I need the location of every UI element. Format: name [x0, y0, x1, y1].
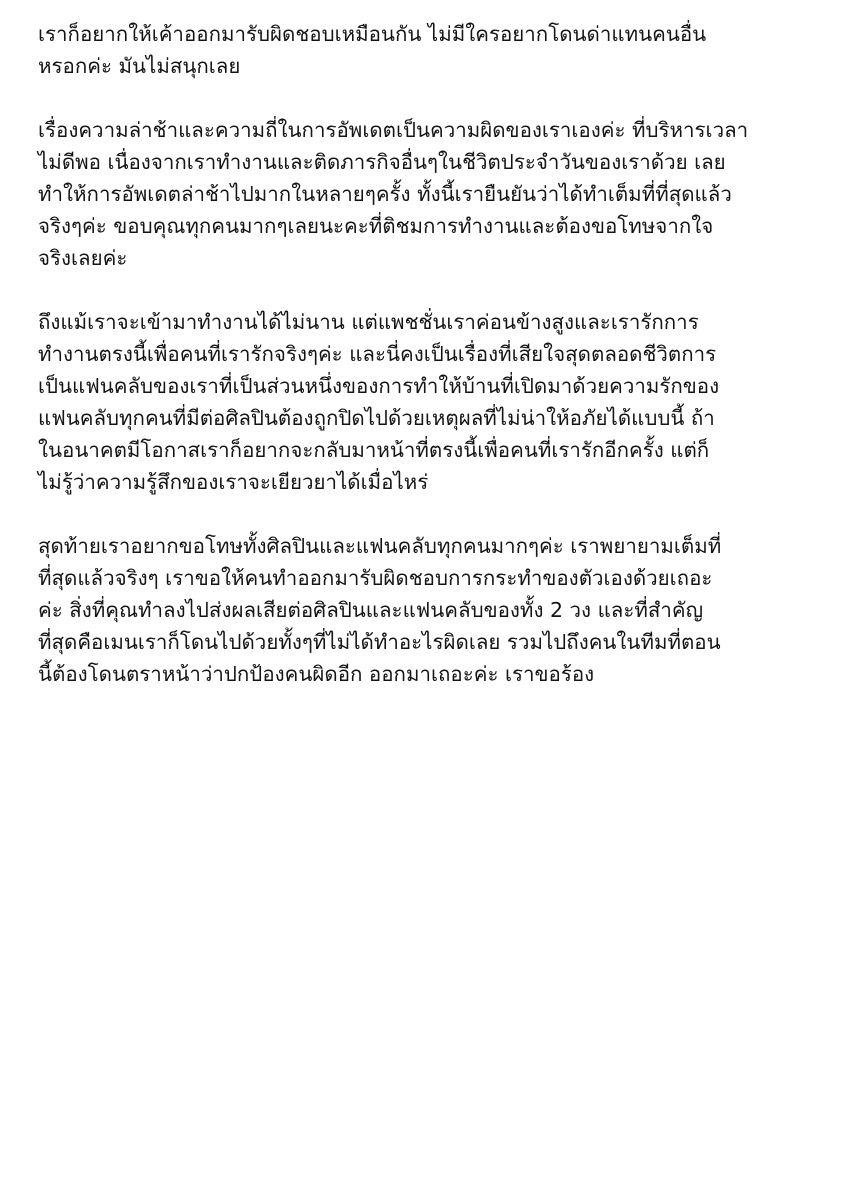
- text-line: เป็นแฟนคลับของเราที่เป็นส่วนหนึ่งของการทำให้บ้านที่เปิดมาด้วยความรักของ: [38, 374, 720, 398]
- paragraph-4: [38, 530, 838, 690]
- text-line: เรื่องความล่าช้าและความถี่ในการอัพเดตเป็นความผิดของเราเองค่ะ ที่บริหารเวลา: [38, 118, 749, 142]
- text-line: เราก็อยากให้เค้าออกมารับผิดชอบเหมือนกัน ไม่มีใครอยากโดนด่าแทนคนอื่น: [38, 22, 707, 46]
- text-line: ถึงแม้เราจะเข้ามาทำงานได้ไม่นาน แต่แพชชั่นเราค่อนข้างสูงและเรารักการ: [38, 310, 699, 334]
- document-body: [38, 18, 838, 722]
- text-line: ไม่รู้ว่าความรู้สึกของเราจะเยียวยาได้เมื่อไหร่: [38, 470, 429, 494]
- text-line: ค่ะ สิ่งที่คุณทำลงไปส่งผลเสียต่อศิลปินและแฟนคลับของทั้ง 2 วง และที่สำคัญ: [38, 598, 704, 622]
- paragraph-1: [38, 18, 838, 82]
- text-line: ที่สุดแล้วจริงๆ เราขอให้คนทำออกมารับผิดชอบการกระทำของตัวเองด้วยเถอะ: [38, 566, 713, 590]
- text-line: สุดท้ายเราอยากขอโทษทั้งศิลปินและแฟนคลับทุกคนมากๆค่ะ เราพยายามเต็มที่: [38, 534, 722, 558]
- paragraph-2: [38, 114, 838, 274]
- text-line: จริงเลยค่ะ: [38, 246, 128, 270]
- text-line: จริงๆค่ะ ขอบคุณทุกคนมากๆเลยนะคะที่ติชมการทำงานและต้องขอโทษจากใจ: [38, 214, 714, 238]
- text-line: หรอกค่ะ มันไม่สนุกเลย: [38, 54, 241, 78]
- text-line: นี้ต้องโดนตราหน้าว่าปกป้องคนผิดอีก ออกมาเถอะค่ะ เราขอร้อง: [38, 662, 595, 686]
- text-line: ทำให้การอัพเดตล่าช้าไปมากในหลายๆครั้ง ทั้งนี้เรายืนยันว่าได้ทำเต็มที่ที่สุดแล้ว: [38, 182, 732, 206]
- paragraph-3: [38, 306, 838, 498]
- text-line: ทำงานตรงนี้เพื่อคนที่เรารักจริงๆค่ะ และนี่คงเป็นเรื่องที่เสียใจสุดตลอดชีวิตการ: [38, 342, 717, 366]
- text-line: แฟนคลับทุกคนที่มีต่อศิลปินต้องถูกปิดไปด้วยเหตุผลที่ไม่น่าให้อภัยได้แบบนี้ ถ้า: [38, 406, 715, 430]
- text-line: ไม่ดีพอ เนื่องจากเราทำงานและติดภารกิจอื่นๆในชีวิตประจำวันของเราด้วย เลย: [38, 150, 726, 174]
- text-line: ในอนาคตมีโอกาสเราก็อยากจะกลับมาหน้าที่ตรงนี้เพื่อคนที่เรารักอีกครั้ง แต่ก็: [38, 438, 710, 462]
- text-line: ที่สุดคือเมนเราก็โดนไปด้วยทั้งๆที่ไม่ได้ทำอะไรผิดเลย รวมไปถึงคนในทีมที่ตอน: [38, 630, 721, 654]
